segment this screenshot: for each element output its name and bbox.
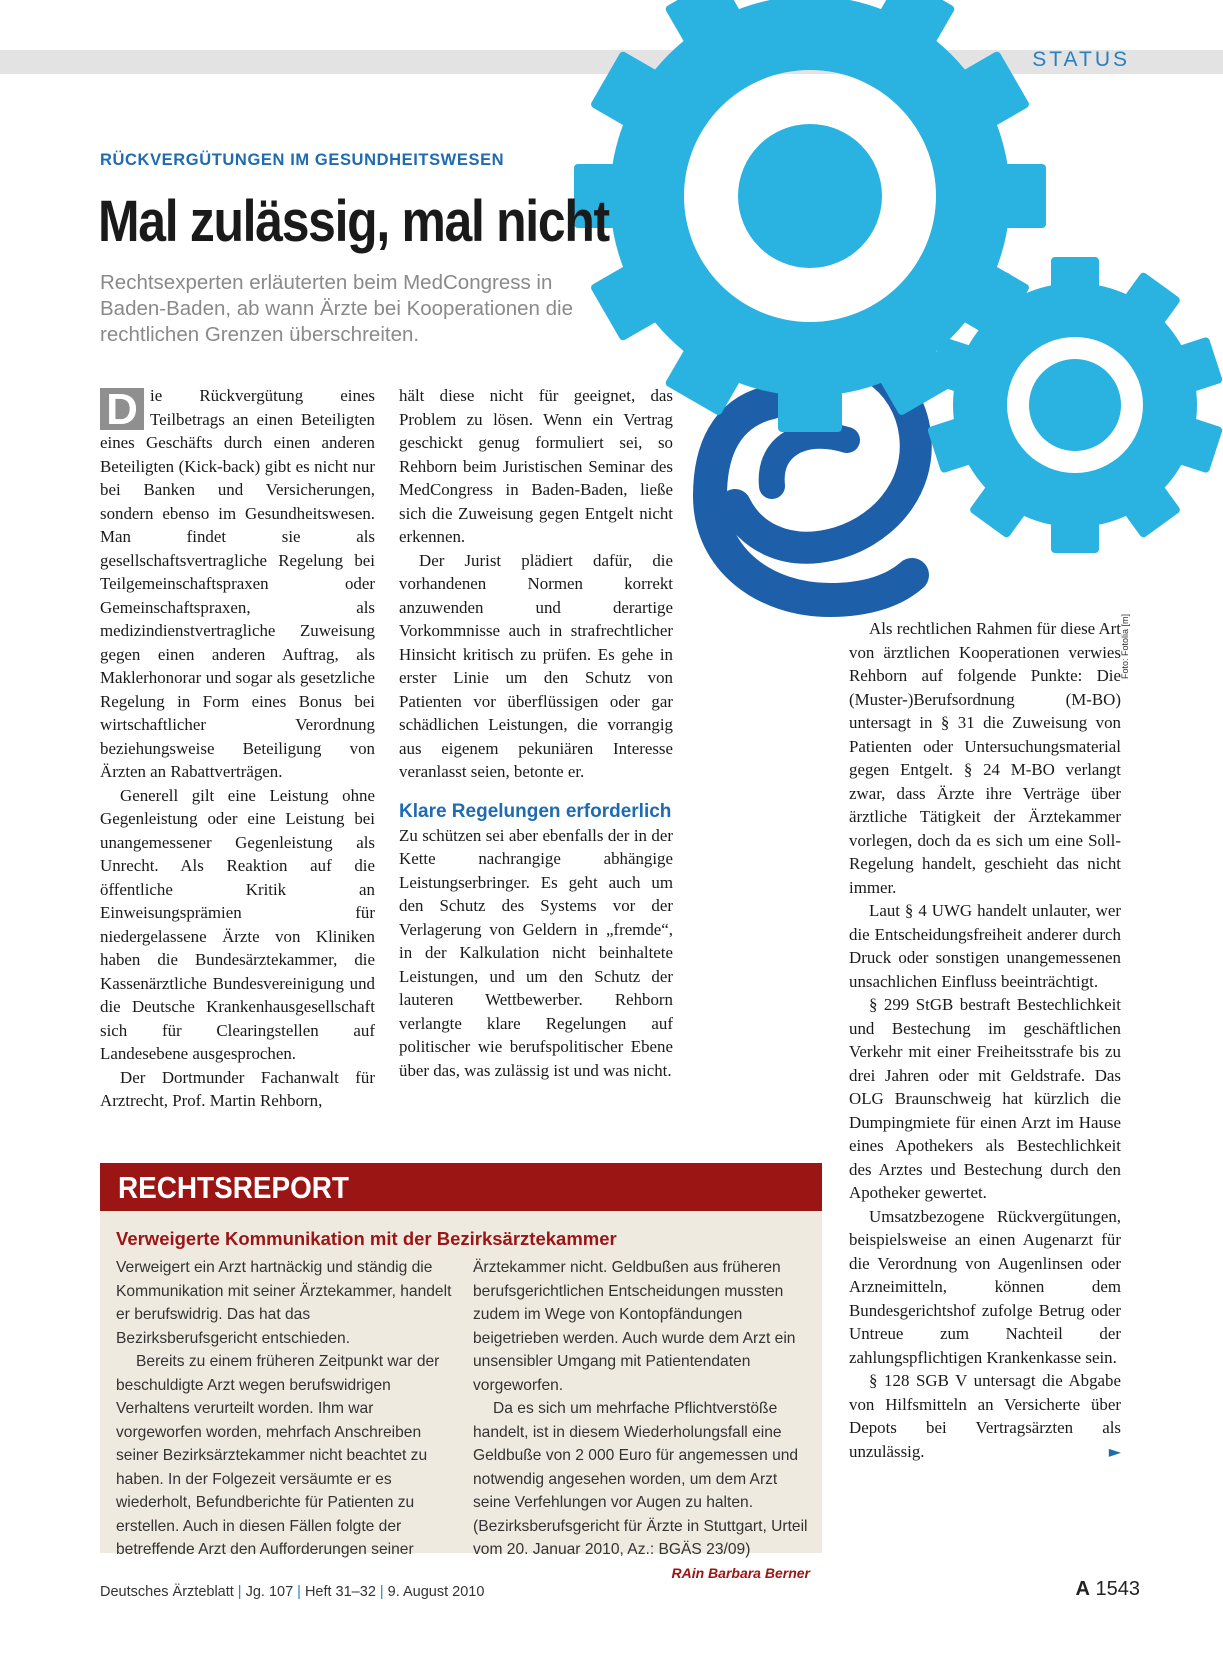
paragraph: Generell gilt eine Leistung ohne Gegenleistung oder eine Leistung bei unangemessener Gegenleistung als Unrecht. Als Reaktion auf die öffentliche Kritik an Einweisungsprämien für niedergelassene Ärzte von Kliniken haben die Bundesärztekammer, die Kassenärztliche Bundesvereinigung und die Deutsche Krankenhausgesellschaft sich für Clearingstellen auf Landesebene ausgesprochen.: [100, 785, 375, 1063]
article-standfirst: Rechtsexperten erläuterten beim MedCongress in Baden-Baden, ab wann Ärzte bei Kooperationen die rechtlichen Grenzen überschreiten.: [100, 271, 573, 346]
paragraph: Bereits zu einem früheren Zeitpunkt war der beschuldigte Arzt wegen berufswidrigen Verhaltens verurteilt worden. Ihm war vorgeworfen worden, mehrfach Anschreiben seiner Bezirksärztekammer nicht beachtet zu haben. In der Folgezeit versäumte er es wiederholt, Befundberichte für Patienten zu erstellen. Auch in diesen Fällen folgte der betreffende Arzt den Aufforderungen seiner: [116, 1353, 440, 1558]
volume: Jg. 107: [245, 1584, 294, 1600]
gear-tooth: [1051, 511, 1099, 553]
paragraph: hält diese nicht für geeignet, das Problem zu lösen. Wenn ein Vertrag geschickt genug formuliert sei, so Rehborn beim Juristischen Seminar des MedCongress in Baden-Baden, ließe sich die Zuweisung gegen Entgelt nicht erkennen.: [399, 386, 673, 546]
paragraph: Ärztekammer nicht. Geldbußen aus früheren berufsgerichtlichen Entscheidungen mussten zudem im Wege von Kontopfändungen beigetrieben werden. Auch wurde dem Arzt ein unsensibler Umgang mit Patientendaten vorgeworfen.: [473, 1259, 796, 1394]
article-column-3: [849, 617, 1121, 1463]
page-number: A 1543: [1075, 1578, 1140, 1600]
article-kicker: RÜCKVERGÜTUNGEN IM GESUNDHEITSWESEN: [100, 151, 505, 169]
paragraph: Da es sich um mehrfache Pflichtverstöße handelt, ist in diesem Wiederholungsfall eine Geldbuße von 2 000 Euro für angemessen und notwendig angesehen worden, um dem Arzt seine Verfehlungen vor Augen zu halten. (Bezirksberufsgericht für Ärzte in Stuttgart, Urteil vom 20. Januar 2010, Az.: BGÄS 23/09) RAin Barbara Berner: [473, 1397, 810, 1562]
article-subheading: Klare Regelungen erforderlich: [399, 800, 672, 822]
continue-arrow-icon: ►: [1108, 1441, 1121, 1461]
article-column-1: [100, 384, 375, 1113]
paragraph: Umsatzbezogene Rückvergütungen, beispielsweise an einen Augenarzt für die Verordnung von Augenlinsen oder Arzneimitteln, können dem Bundesgerichtshof zufolge Betrug oder Untreue zum Nachteil der zahlungspflichtigen Krankenkasse sein.: [849, 1206, 1121, 1367]
article-column-2: [399, 384, 673, 1082]
publication-name: Deutsches Ärzteblatt: [100, 1584, 234, 1600]
rechtsreport-column-2: [473, 1256, 810, 1585]
drop-cap: D: [100, 388, 144, 430]
rechtsreport-title: RECHTSREPORT: [118, 1170, 349, 1205]
page-footer: Deutsches Ärzteblatt | Jg. 107 | Heft 31–32 | 9. August 2010: [100, 1584, 485, 1600]
paragraph: Verweigert ein Arzt hartnäckig und ständig die Kommunikation mit seiner Ärztekammer, handelt er berufswidrig. Das hat das Bezirksberufsgericht entschieden.: [116, 1259, 452, 1347]
photo-credit: Foto: Fotolia [m]: [1120, 613, 1130, 679]
rechtsreport-subtitle: Verweigerte Kommunikation mit der Bezirksärztekammer: [116, 1228, 617, 1249]
issue-date: 9. August 2010: [387, 1584, 485, 1600]
gear-tooth: [778, 380, 842, 432]
paragraph: Der Dortmunder Fachanwalt für Arztrecht, Prof. Martin Rehborn,: [100, 1067, 375, 1110]
paragraph: Zu schützen sei aber ebenfalls der in der Kette nachrangige abhängige Leistungserbringer. Es geht auch um den Schutz des Systems vor der Verlagerung von Geldern in „fremde“, in der Kalkulation nicht beinhaltete Leistungen, und um den Schutz der lauteren Wettbewerber. Rehborn verlangte klare Regelungen auf politischer wie berufspolitischer Ebene über das, was zulässig ist und was nicht.: [399, 825, 673, 1080]
paragraph: D ie Rückvergütung eines Teilbetrags an einen Beteiligten eines Geschäfts durch einen anderen Beteiligten (Kick-back) gibt es nicht nur bei Banken und Versicherungen, sondern ebenso im Gesundheitswesen. Man findet sie als gesellschaftsvertragliche Regelung bei Teilgemeinschaftspraxen oder Gemeinschaftspraxen, als medizindienstvertragliche Zuweisung gegen einen anderen Auftrag, als Maklerhonorar und sogar als gesetzliche Regelung in Form eines Bonus bei wirtschaftlicher Verordnung beziehungsweise Beteiligung von Ärzten an Rabattverträgen.: [100, 385, 375, 781]
gear-tooth: [778, 0, 842, 12]
gear-tooth: [994, 164, 1046, 228]
article-headline: Mal zulässig, mal nicht: [98, 189, 609, 254]
section-label: STATUS: [1032, 48, 1130, 71]
paragraph: Als rechtlichen Rahmen für diese Art von ärztlichen Kooperationen verwies Rehborn auf folgende Punkte: Die (Muster-)Berufsordnung (M-BO) untersagt in § 31 die Zuweisung von Patienten oder Untersuchungsmaterial gegen Entgelt. § 24 M-BO verlangt zwar, dass Ärzte ihre Verträge über ärztliche Tätigkeit der Ärztekammer vorlegen, doch da es sich um eine Soll-Regelung handelt, geschieht das nicht immer.: [849, 619, 1121, 897]
paragraph: § 128 SGB V untersagt die Abgabe von Hilfsmitteln an Versicherte über Depots bei Vertragsärzten als unzulässig. ►: [849, 1369, 1121, 1463]
paragraph: Der Jurist plädiert dafür, die vorhandenen Normen korrekt anzuwenden und derartige Vorkommnisse auch in strafrechtlicher Hinsicht kritisch zu prüfen. Es gehe in erster Linie um den Schutz von Patienten vor überflüssigen oder gar schädlichen Leistungen, die vorrangig aus eigenem pekuniären Interesse veranlasst seien, betonte er.: [399, 550, 673, 781]
paragraph: Laut § 4 UWG handelt unlauter, wer die Entscheidungsfreiheit anderer durch Druck oder sonstigen unangemessenen unsachlichen Einfluss beeinträchtigt.: [849, 901, 1121, 991]
gear-tooth: [1051, 257, 1099, 299]
author-credit: RAin Barbara Berner: [671, 1564, 810, 1581]
rechtsreport-column-1: [116, 1256, 453, 1562]
issue: Heft 31–32: [304, 1584, 376, 1600]
paragraph: § 299 StGB bestraft Bestechlichkeit und Bestechung im geschäftlichen Verkehr mit einer Freiheitsstrafe bis zu drei Jahren oder mit Geldstrafe. Das OLG Braunschweig hat kürzlich die Dumpingmiete für einen Arzt im Hause eines Apothekers als Bestechlichkeit des Arztes und Bestechung durch den Apotheker gewertet.: [849, 995, 1121, 1202]
